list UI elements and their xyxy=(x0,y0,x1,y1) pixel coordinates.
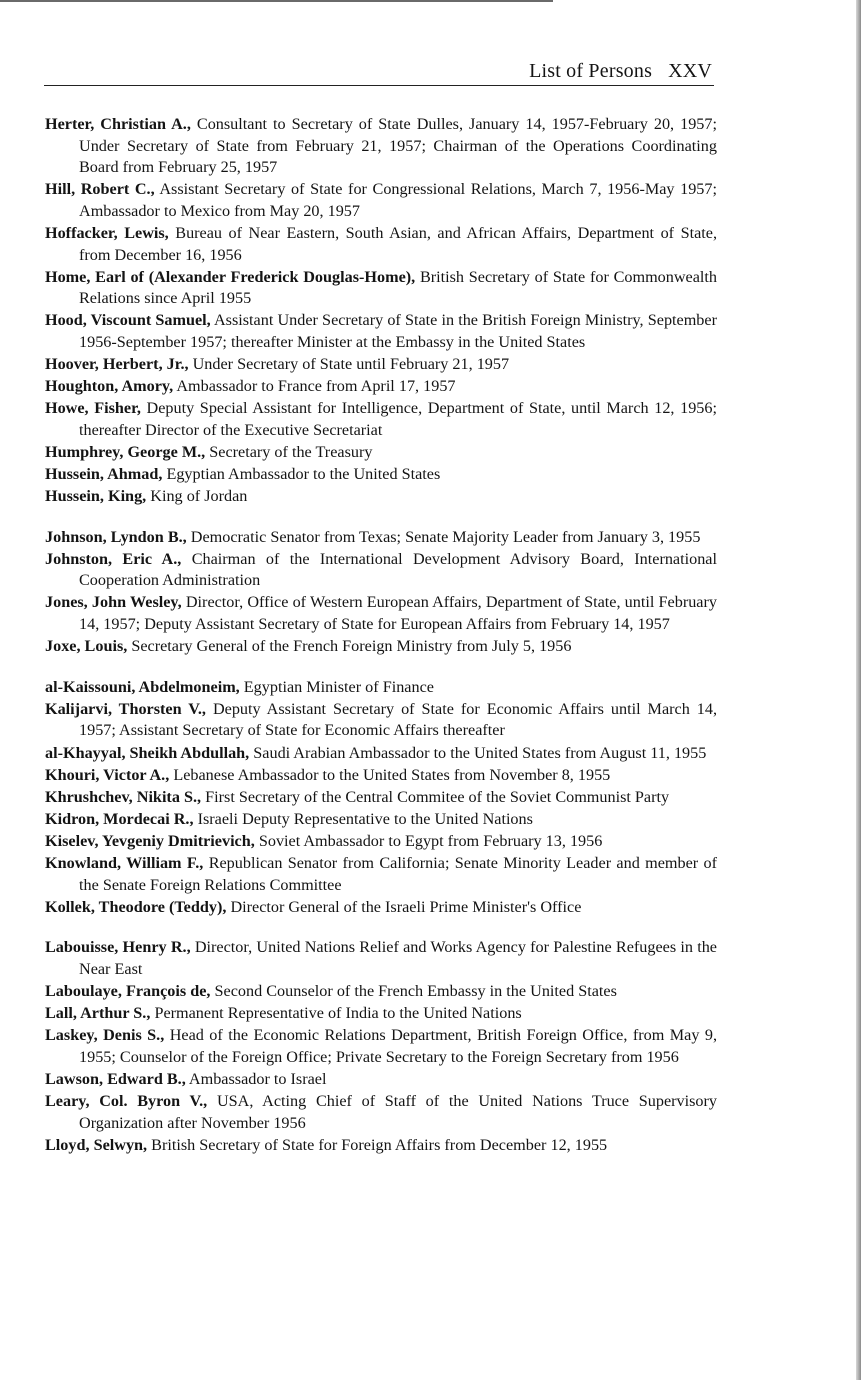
running-head xyxy=(44,58,714,86)
person-name: Hood, Viscount Samuel, xyxy=(45,311,211,330)
person-entry xyxy=(45,442,717,464)
letter-group xyxy=(45,677,717,919)
person-entry xyxy=(45,592,717,635)
letter-group xyxy=(45,937,717,1156)
person-description: USA, Acting Chief of Staff of the United Nations Truce Supervisory Organization after November 1956 xyxy=(79,1091,717,1132)
person-description: Lebanese Ambassador to the United States from November 8, 1955 xyxy=(169,765,611,784)
scan-edge-right xyxy=(856,0,861,1380)
person-name: Johnston, Eric A., xyxy=(45,549,182,568)
person-entry xyxy=(45,743,717,765)
person-entry xyxy=(45,527,717,549)
person-description: Second Counselor of the French Embassy in the United States xyxy=(210,981,617,1000)
person-entry xyxy=(45,486,717,508)
person-description: Consultant to Secretary of State Dulles, January 14, 1957-February 20, 1957; Under Secretary of State from February 21, 1957; Chairman of the Operations Coordinating Board from February 25, 1957 xyxy=(79,115,717,177)
person-entry xyxy=(45,1003,717,1025)
person-entry xyxy=(45,809,717,831)
person-name: Lawson, Edward B., xyxy=(45,1069,186,1088)
person-name: al-Kaissouni, Abdelmoneim, xyxy=(45,677,240,696)
person-entry xyxy=(45,1025,717,1068)
person-entry xyxy=(45,1069,717,1091)
person-name: Laboulaye, François de, xyxy=(45,981,211,1000)
person-description: British Secretary of State for Commonwealth Relations since April 1955 xyxy=(79,267,717,308)
person-entry xyxy=(45,765,717,787)
person-entry xyxy=(45,981,717,1003)
person-name: Knowland, William F., xyxy=(45,854,204,872)
letter-group xyxy=(45,114,717,508)
person-entry xyxy=(45,376,717,398)
person-name: Hoover, Herbert, Jr., xyxy=(45,355,189,374)
person-name: Khrushchev, Nikita S., xyxy=(45,787,202,806)
person-entry xyxy=(45,310,717,353)
person-description: Secretary General of the French Foreign Ministry from July 5, 1956 xyxy=(127,637,572,656)
person-entry xyxy=(45,223,717,266)
person-name: Johnson, Lyndon B., xyxy=(45,527,187,546)
person-description: Soviet Ambassador to Egypt from February 13, 1956 xyxy=(254,831,603,850)
person-description: Chairman of the International Development Advisory Board, International Cooperation Administration xyxy=(79,549,717,590)
person-description: Deputy Assistant Secretary of State for Economic Affairs until March 14, 1957; Assistant Secretary of State for Economic Affairs thereafter xyxy=(79,699,717,740)
person-name: Hoffacker, Lewis, xyxy=(45,223,169,242)
person-description: Assistant Secretary of State for Congressional Relations, March 7, 1956-May 1957; Ambassador to Mexico from May 20, 1957 xyxy=(79,180,717,220)
person-entry xyxy=(45,699,717,742)
person-name: Laskey, Denis S., xyxy=(45,1026,165,1045)
person-name: Herter, Christian A., xyxy=(45,115,191,133)
person-description: Israeli Deputy Representative to the United Nations xyxy=(193,809,533,828)
person-entry xyxy=(45,549,717,592)
person-entry xyxy=(45,1135,717,1157)
person-name: Hill, Robert C., xyxy=(45,180,155,199)
person-description: Permanent Representative of India to the United Nations xyxy=(150,1004,522,1023)
person-name: Kalijarvi, Thorsten V., xyxy=(45,699,206,718)
person-name: Lloyd, Selwyn, xyxy=(45,1135,148,1154)
person-entry xyxy=(45,267,717,310)
person-name: Kidron, Mordecai R., xyxy=(45,809,194,828)
person-description: King of Jordan xyxy=(146,487,248,506)
person-entry xyxy=(45,354,717,376)
person-description: Director, United Nations Relief and Works Agency for Palestine Refugees in the Near East xyxy=(79,938,717,978)
person-description: Egyptian Ambassador to the United States xyxy=(162,465,441,483)
person-name: Home, Earl of (Alexander Frederick Douglas-Home), xyxy=(45,267,416,286)
person-name: Howe, Fisher, xyxy=(45,399,141,418)
person-name: Khouri, Victor A., xyxy=(45,765,170,784)
person-description: Saudi Arabian Ambassador to the United States from August 11, 1955 xyxy=(249,743,707,762)
person-entry xyxy=(45,853,717,896)
scan-edge-top xyxy=(0,0,553,2)
page-number: XXV xyxy=(668,60,712,82)
person-name: Hussein, King, xyxy=(45,487,147,506)
person-description: First Secretary of the Central Commitee of the Soviet Communist Party xyxy=(201,787,670,806)
person-name: Leary, Col. Byron V., xyxy=(45,1091,208,1110)
person-entry xyxy=(45,179,717,222)
person-description: Ambassador to France from April 17, 1957 xyxy=(173,377,456,396)
person-entry xyxy=(45,464,717,486)
person-description: British Secretary of State for Foreign Affairs from December 12, 1955 xyxy=(147,1135,608,1154)
person-name: Kiselev, Yevgeniy Dmitrievich, xyxy=(45,831,255,850)
running-head-text xyxy=(529,60,712,83)
person-description: Egyptian Minister of Finance xyxy=(239,677,434,696)
person-entry xyxy=(45,937,717,980)
person-entry xyxy=(45,787,717,809)
person-description: Bureau of Near Eastern, South Asian, and African Affairs, Department of State, from December 16, 1956 xyxy=(79,223,717,264)
person-description: Assistant Under Secretary of State in the British Foreign Ministry, September 1956-September 1957; thereafter Minister at the Embassy in the United States xyxy=(79,311,717,351)
persons-list xyxy=(45,114,717,1157)
person-entry xyxy=(45,897,717,919)
person-name: Lall, Arthur S., xyxy=(45,1004,151,1023)
person-entry xyxy=(45,677,717,699)
person-description: Under Secretary of State until February 21, 1957 xyxy=(188,355,510,374)
person-description: Head of the Economic Relations Department, British Foreign Office, from May 9, 1955; Counselor of the Foreign Office; Private Secretary to the Foreign Secretary from 1956 xyxy=(79,1026,717,1066)
person-description: Republican Senator from California; Senate Minority Leader and member of the Senate Foreign Relations Committee xyxy=(79,854,717,894)
person-name: al-Khayyal, Sheikh Abdullah, xyxy=(45,743,250,762)
running-head-title: List of Persons xyxy=(529,60,653,82)
person-entry xyxy=(45,636,717,658)
letter-group xyxy=(45,527,717,658)
person-entry xyxy=(45,398,717,441)
person-description: Democratic Senator from Texas; Senate Majority Leader from January 3, 1955 xyxy=(186,527,701,546)
person-entry xyxy=(45,1091,717,1134)
person-name: Humphrey, George M., xyxy=(45,442,206,461)
person-name: Hussein, Ahmad, xyxy=(45,465,163,483)
person-entry xyxy=(45,114,717,179)
person-description: Director General of the Israeli Prime Minister's Office xyxy=(226,897,582,916)
person-name: Labouisse, Henry R., xyxy=(45,938,191,957)
person-name: Kollek, Theodore (Teddy), xyxy=(45,897,227,916)
person-description: Secretary of the Treasury xyxy=(205,442,373,461)
person-entry xyxy=(45,831,717,853)
person-description: Ambassador to Israel xyxy=(185,1069,327,1088)
person-name: Jones, John Wesley, xyxy=(45,593,182,612)
person-name: Joxe, Louis, xyxy=(45,637,128,656)
person-name: Houghton, Amory, xyxy=(45,377,174,396)
person-description: Deputy Special Assistant for Intelligence, Department of State, until March 12, 1956; thereafter Director of the Executive Secretariat xyxy=(79,399,717,439)
person-description: Director, Office of Western European Affairs, Department of State, until February 14, 1957; Deputy Assistant Secretary of State for European Affairs from February 14, 1957 xyxy=(79,593,717,634)
